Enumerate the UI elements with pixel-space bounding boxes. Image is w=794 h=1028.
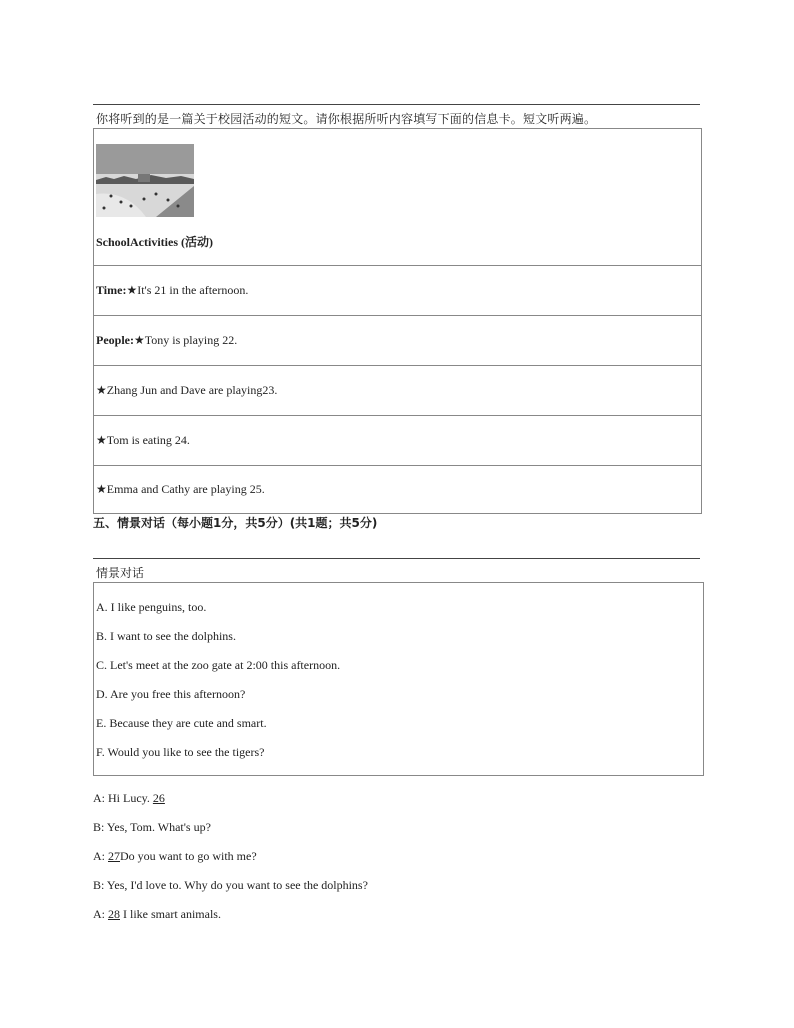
option-e: E. Because they are cute and smart. bbox=[96, 716, 267, 730]
option-a: A. I like penguins, too. bbox=[96, 600, 207, 614]
card-row-time: Time: ★It's 21 in the afternoon. bbox=[94, 266, 701, 316]
card-header bbox=[94, 129, 701, 266]
top-rule bbox=[93, 104, 700, 105]
card-row-zhang-dave: ★Zhang Jun and Dave are playing23. bbox=[94, 366, 701, 416]
option-f: F. Would you like to see the tigers? bbox=[96, 745, 265, 759]
dialogue-line: A: Hi Lucy. 26 bbox=[93, 791, 165, 805]
blank-27: 27 bbox=[108, 849, 120, 863]
card-row-tom: ★Tom is eating 24. bbox=[94, 416, 701, 466]
dialogue-line: B: Yes, I'd love to. Why do you want to see the dolphins? bbox=[93, 878, 368, 892]
info-card bbox=[93, 128, 702, 514]
card-title: SchoolActivities (活动) bbox=[96, 235, 213, 249]
school-activities-photo bbox=[96, 144, 194, 217]
option-b: B. I want to see the dolphins. bbox=[96, 629, 236, 643]
card-row-people: People: ★Tony is playing 22. bbox=[94, 316, 701, 366]
blank-28: 28 bbox=[108, 907, 120, 921]
dialogue-line: A: 28 I like smart animals. bbox=[93, 907, 221, 921]
section-title: 五、情景对话（每小题1分，共5分）(共1题；共5分) bbox=[93, 516, 378, 530]
blank-26: 26 bbox=[152, 791, 165, 805]
dialogue-label: 情景对话 bbox=[96, 566, 145, 580]
option-d: D. Are you free this afternoon? bbox=[96, 687, 246, 701]
dialogue-line: A: 27Do you want to go with me? bbox=[93, 849, 257, 863]
options-box bbox=[93, 582, 704, 776]
card-row-emma-cathy: ★Emma and Cathy are playing 25. bbox=[96, 482, 265, 496]
dialogue-line: B: Yes, Tom. What's up? bbox=[93, 820, 211, 834]
section-rule bbox=[93, 558, 700, 559]
option-c: C. Let's meet at the zoo gate at 2:00 this afternoon. bbox=[96, 658, 341, 672]
listening-instructions: 你将听到的是一篇关于校园活动的短文。请你根据所听内容填写下面的信息卡。短文听两遍。 bbox=[96, 112, 597, 126]
